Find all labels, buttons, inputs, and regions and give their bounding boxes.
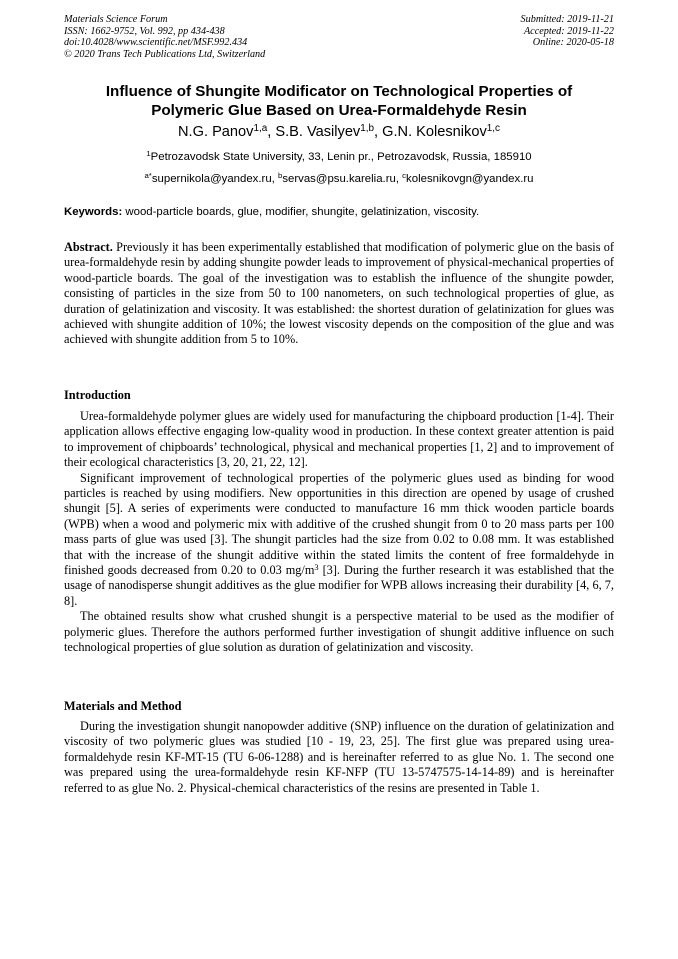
journal-doi: doi:10.4028/www.scientific.net/MSF.992.434 [64,37,248,49]
abstract [64,240,614,348]
keywords-text: wood-particle boards, glue, modifier, shungite, gelatinization, viscosity. [125,206,480,218]
introduction-heading: Introduction [64,388,131,402]
email-link[interactable]: kolesnikovgn@yandex.ru [406,173,534,185]
introduction-body [64,409,614,656]
online-date: Online: 2020-05-18 [532,37,614,49]
affiliation [64,150,614,164]
paragraph-text: [3]. During the further research it was established that the usage of nanodisperse shungit additives as the glue modifier for WPB allows increasing their durability [4, 6, 7, 8]. [64,563,614,608]
methods-paragraph-1: During the investigation shungit nanopowder additive (SNP) influence on the duration of gelatinization and viscosity of two polymeric glues was studied [10 - 19, 23, 25]. The first glue was prepared using urea-formaldehyde resin KF-MT-15 (TU 6-06-1288) and is hereinafter referred to as glue No. 1. The second one was prepared using the urea-formaldehyde resin KF-NFP (TU 13-5747575-14-14-89) and is hereinafter referred to as glue No. 2. Physical-chemical characteristics of the resins are presented in Table 1. [64,719,614,795]
author-affiliation-mark: 1,c [486,123,500,135]
email-link[interactable]: servas@psu.karelia.ru [282,173,396,185]
accepted-date: Accepted: 2019-11-22 [523,25,614,37]
unit-superscript: 3 [314,562,319,572]
journal-name: Materials Science Forum [64,14,168,25]
author-affiliation-mark: 1,b [360,123,375,135]
introduction-paragraph-3: The obtained results show what crushed shungit is a perspective material to be used as the modifier of polymeric glues. Therefore the authors performed further investigation of shungit additive influence on such technological properties of glue solution as duration of gelatinization and viscosity. [64,609,614,655]
abstract-label: Abstract. [64,240,113,254]
email-mark: b [278,171,283,181]
journal-copyright: © 2020 Trans Tech Publications Ltd, Switzerland [64,48,266,60]
author-name: S.B. Vasilyev [275,124,361,140]
abstract-text: Previously it has been experimentally established that modification of polymeric glue on the basis of urea-formaldehyde resin by adding shungite powder leads to improvement of physical-mechanical properties of wood-particle boards. The goal of the investigation was to establish the influence of the shungite powder, consisting of particles in the size from 50 to 100 nanometers, on such technological properties of glue, as duration of gelatinization and viscosity. It was established: the shortest duration of gelatinization for glues was achieved with shungite addition of 10%; the lowest viscosity depends on the composition of the glue and was achieved with shungite addition from 5 to 10%. [64,240,615,347]
keywords [64,205,614,219]
author-affiliation-mark: 1,a [253,123,268,135]
affiliation-text: Petrozavodsk State University, 33, Lenin pr., Petrozavodsk, Russia, 185910 [150,151,532,163]
dates-header [394,14,614,49]
keywords-label: Keywords: [64,206,123,218]
email-mark: a* [144,171,152,181]
methods-body [64,719,614,796]
author-name: N.G. Panov [178,124,254,140]
title-line-2: Polymeric Glue Based on Urea-Formaldehyde Resin [151,102,527,119]
email-mark: c [402,171,407,181]
affiliation-mark: 1 [146,149,151,159]
author-list: N.G. Panov$^{1,a}$, S.B. Vasilyev$^{1,b}$, G.N. Kolesnikov$^{1,c}$ [178,123,500,140]
introduction-paragraph-2 [64,471,614,610]
methods-heading: Materials and Method [64,699,182,713]
email-link[interactable]: supernikola@yandex.ru [151,173,272,185]
submitted-date: Submitted: 2019-11-21 [520,14,614,25]
journal-header [64,14,384,60]
author-emails: $^{a*}$supernikola@yandex.ru, $^b$servas@psu.karelia.ru, $^c$kolesnikovgn@yandex.ru [144,171,534,185]
introduction-paragraph-1: Urea-formaldehyde polymer glues are widely used for manufacturing the chipboard production [1-4]. Their application allows effective engaging low-quality wood in production. In these context greater attention is paid to improvement of chipboards’ technological, physical and mechanical properties [1, 2] and to improvement of their ecological characteristics [3, 20, 21, 22, 12]. [64,409,614,470]
title-line-1: Influence of Shungite Modificator on Technological Properties of [105,83,573,100]
journal-issn: ISSN: 1662-9752, Vol. 992, pp 434-438 [64,25,225,37]
paragraph-text: Significant improvement of technological properties of the polymeric glues used as binding for wood particles is reached by using modifiers. New opportunities in this direction are opened by usage of crushed shungit [5]. A series of experiments were conducted to manufacture 16 mm thick wooden particle boards (WPB) when a wood and polymeric mix with additive of the crushed shungit from 0 to 20 mass parts per 100 mass parts of glue was used [3]. The shungit particles had the size from 0.02 to 0.08 mm. It was established that with the increase of the shungit additive within the stated limits the content of free formaldehyde in finished goods decreased from 0.20 to 0.03 mg/m [64,470,614,578]
paper-title [64,82,614,120]
author-name: G.N. Kolesnikov [382,124,487,140]
